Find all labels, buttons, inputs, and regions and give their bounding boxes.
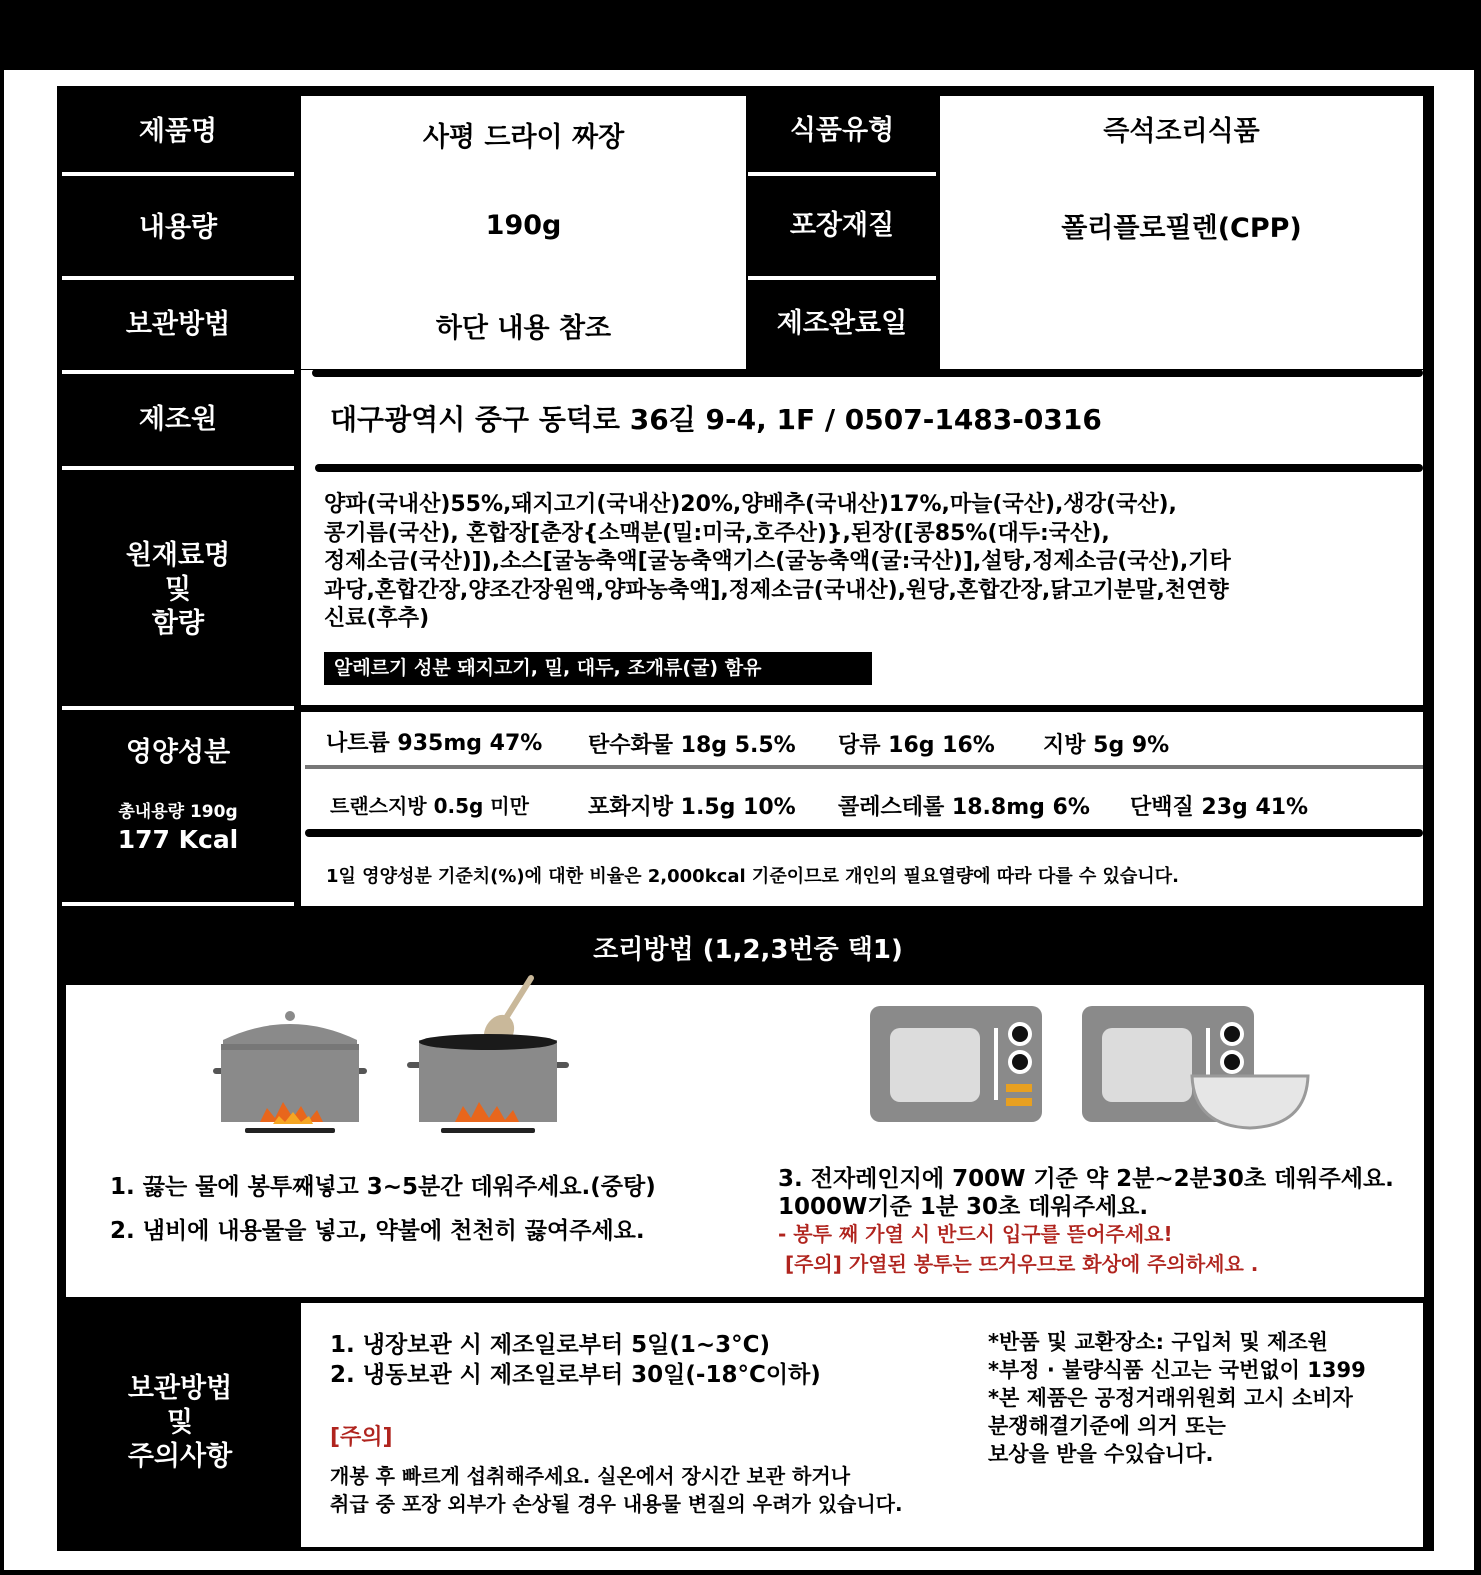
pot-stir-icon — [403, 970, 573, 1140]
value-food-type: 즉석조리식품 — [1103, 115, 1260, 147]
divider — [305, 829, 1423, 837]
label-kcal: 177 Kcal — [117, 825, 239, 854]
caution-line-2: 취급 중 포장 외부가 손상될 경우 내용물 변질의 우려가 있습니다. — [330, 1492, 903, 1516]
cooking-step-3-detail: 1000W기준 1분 30초 데워주세요. — [778, 1194, 1149, 1220]
label-product-name: 제품명 — [138, 116, 218, 147]
policy-line: *반품 및 교환장소: 구입처 및 제조원 — [988, 1330, 1328, 1354]
return-policy — [988, 1328, 1366, 1468]
caution-text — [330, 1462, 903, 1518]
label-storage: 보관방법 — [125, 309, 231, 340]
divider — [315, 464, 1423, 472]
ingredients-line: 과당,혼합간장,양조간장원액,양파농축액],정제소금(국내산),원당,혼합간장,닭고기분말,천연향 — [324, 577, 1229, 603]
allergy-badge: 알레르기 성분 돼지고기, 밀, 대두, 조개류(굴) 함유 — [324, 652, 872, 685]
ingredients-line: 콩기름(국산), 혼합장[춘장{소맥분(밀:미국,호주산)},된장([콩85%(대두:국산), — [324, 520, 1110, 546]
label-ingredients: 원재료명 및 함량 — [125, 540, 231, 639]
ingredients-line: 정제소금(국산)]),소스[굴농축액[굴농축액기스(굴농축액(굴:국산)],설탕,정제소금(국산),기타 — [324, 549, 1231, 574]
ingredients-line: 양파(국내산)55%,돼지고기(국내산)20%,양배추(국내산)17%,마늘(국산),생강(국산), — [324, 492, 1177, 517]
nutrient-carbs: 탄수화물 18g 5.5% — [588, 733, 796, 758]
divider — [305, 765, 1423, 769]
value-storage: 하단 내용 참조 — [435, 312, 612, 344]
pot-lid-icon — [205, 1008, 375, 1140]
storage-line-1: 1. 냉장보관 시 제조일로부터 5일(1~3°C) — [330, 1332, 771, 1358]
microwave-icon — [870, 1006, 1044, 1124]
label-content: 내용량 — [138, 212, 218, 243]
storage-line-2: 2. 냉동보관 시 제조일로부터 30일(-18°C이하) — [330, 1362, 821, 1388]
policy-line: 보상을 받을 수있습니다. — [988, 1442, 1214, 1466]
label-nutrition: 영양성분 — [125, 737, 231, 768]
nutrient-protein: 단백질 23g 41% — [1130, 795, 1309, 820]
value-packaging: 폴리플로필렌(CPP) — [1061, 212, 1302, 244]
microwave-bowl-icon — [1080, 1006, 1310, 1132]
nutrient-sat-fat: 포화지방 1.5g 10% — [588, 795, 796, 820]
value-content: 190g — [485, 209, 562, 241]
policy-line: *부정 · 불량식품 신고는 국번없이 1399 — [988, 1358, 1366, 1382]
label-packaging: 포장재질 — [789, 210, 895, 241]
cooking-title: 조리방법 (1,2,3번중 택1) — [593, 934, 903, 965]
policy-line: 분쟁해결기준에 의거 또는 — [988, 1414, 1226, 1438]
divider — [62, 706, 294, 710]
label-food-type: 식품유형 — [789, 115, 895, 146]
divider — [62, 172, 294, 176]
divider — [312, 369, 1423, 377]
cooking-step-2: 2. 냄비에 내용물을 넣고, 약불에 천천히 끓여주세요. — [110, 1218, 645, 1244]
divider — [748, 276, 936, 280]
label-storage-caution: 보관방법 및 주의사항 — [127, 1372, 233, 1472]
nutrient-sugars: 당류 16g 16% — [838, 733, 995, 758]
label-nutrition-block — [62, 712, 294, 902]
value-product-name: 사평 드라이 짜장 — [422, 121, 625, 153]
caution-line-1: 개봉 후 빠르게 섭취해주세요. 실온에서 장시간 보관 하거나 — [330, 1464, 851, 1488]
value-maker: 대구광역시 중구 동덕로 36길 9-4, 1F / 0507-1483-0316 — [330, 403, 1102, 436]
value-mfg-date — [940, 282, 1423, 368]
storage-text — [330, 1330, 821, 1390]
label-maker: 제조원 — [138, 404, 218, 435]
cooking-step-1: 1. 끓는 물에 봉투째넣고 3~5분간 데워주세요.(중탕) — [110, 1174, 656, 1200]
divider — [62, 466, 294, 470]
label-total-content: 총내용량 190g — [118, 802, 238, 822]
label-mfg-date: 제조완료일 — [776, 308, 908, 339]
divider — [748, 172, 936, 176]
nutrient-fat: 지방 5g 9% — [1043, 733, 1170, 758]
caution-title: [주의] — [330, 1425, 393, 1450]
cooking-warning-1: - 봉투 째 가열 시 반드시 입구를 뜯어주세요! — [778, 1222, 1173, 1246]
nutrition-note: 1일 영양성분 기준치(%)에 대한 비율은 2,000kcal 기준이므로 개인의 필요열량에 따라 다를 수 있습니다. — [326, 866, 1179, 887]
nutrient-sodium: 나트륨 935mg 47% — [326, 731, 543, 756]
cooking-warning-2: [주의] 가열된 봉투는 뜨거우므로 화상에 주의하세요 . — [778, 1252, 1259, 1276]
ingredients-line: 신료(후추) — [324, 606, 430, 631]
divider — [62, 370, 294, 374]
cooking-step-3: 3. 전자레인지에 700W 기준 약 2분~2분30초 데워주세요. — [778, 1166, 1394, 1192]
divider — [62, 902, 294, 906]
policy-line: *본 제품은 공정거래위원회 고시 소비자 — [988, 1386, 1353, 1410]
divider — [62, 276, 294, 280]
nutrient-cholesterol: 콜레스테롤 18.8mg 6% — [838, 795, 1090, 820]
nutrient-trans-fat: 트랜스지방 0.5g 미만 — [330, 794, 529, 818]
ingredients-text — [324, 491, 1414, 634]
